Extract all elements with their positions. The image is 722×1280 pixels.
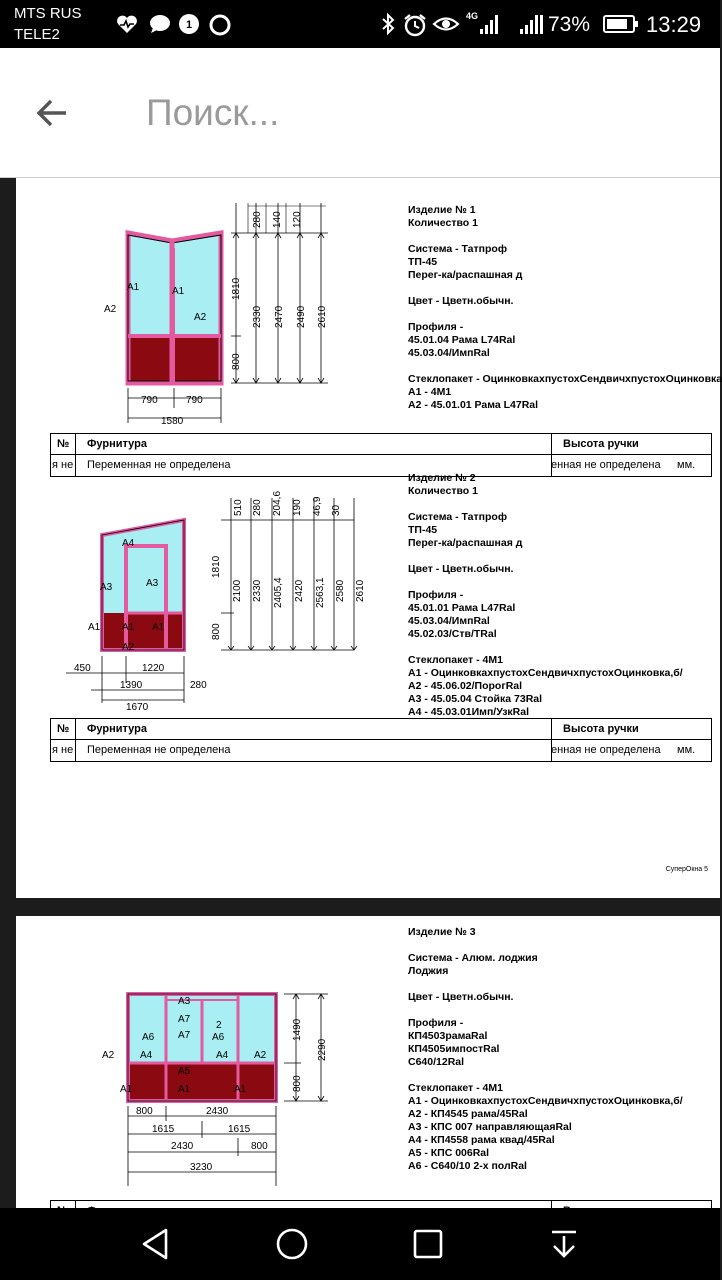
spec-line: [408, 1069, 708, 1082]
label-2: 2: [216, 1020, 222, 1031]
dim-top-1: 280: [252, 211, 263, 228]
col-height: Высота ручки: [563, 438, 639, 450]
spec-line: А1 - ОцинковкахпустохСендвичхпустохОцинковка,б/: [408, 1095, 683, 1107]
col-name: Фурнитура: [87, 723, 147, 735]
dim-right-5: 2490: [296, 305, 307, 328]
row-unit: мм.: [677, 744, 696, 756]
spec-line: [408, 360, 708, 373]
back-arrow-icon[interactable]: [34, 95, 70, 131]
spec-line: Система - Татпроф: [408, 243, 508, 255]
dim-bottom-3: 1580: [161, 416, 184, 427]
eye-comfort-icon: [432, 14, 460, 34]
spec-line: [408, 939, 708, 952]
hardware-table-1: [50, 433, 712, 477]
label-a2-right: A2: [254, 1050, 267, 1061]
label-a3-left: A3: [100, 582, 113, 593]
window-3-frame: [128, 994, 276, 1101]
label-a7-top: A7: [178, 1014, 191, 1025]
dim-right-2: 800: [211, 623, 222, 640]
row-name: Переменная не определена: [87, 744, 231, 756]
spec-line: Цвет - Цветн.обычн.: [408, 991, 514, 1003]
dim-right-1: 1490: [292, 1018, 303, 1041]
dim-right-1: 1810: [211, 555, 222, 578]
spec-line: Количество 1: [408, 217, 478, 229]
window-drawing-3: [16, 916, 396, 1216]
window-drawing-2: [16, 478, 396, 718]
dim-right-5: 2405,4: [273, 577, 284, 608]
spec-line: Перег-ка/распашная д: [408, 537, 523, 549]
spec-line: А1 - 4М1: [408, 386, 452, 398]
label-a7-mid: A7: [178, 1030, 191, 1041]
network-type: 4G: [466, 11, 479, 21]
dim-bottom-1: 450: [74, 663, 91, 674]
spec-line: 45.03.04/ИмпRal: [408, 347, 490, 359]
dim-right-4: 2330: [252, 579, 263, 602]
spec-line: Изделие № 1: [408, 204, 476, 216]
spec-line: КП4503рамаRal: [408, 1030, 488, 1042]
dim-right-8: 2580: [335, 579, 346, 602]
label-a1-right: A1: [172, 286, 185, 297]
dim-top-5: 46,9: [312, 496, 323, 516]
chat-icon: [148, 14, 172, 34]
spec-line: Цвет - Цветн.обычн.: [408, 295, 514, 307]
label-a2-left: A2: [102, 1050, 115, 1061]
document-page: [16, 178, 720, 898]
back-nav-icon[interactable]: [138, 1226, 174, 1262]
dim-right-3: 2100: [232, 579, 243, 602]
spec-line: Изделие № 3: [408, 926, 476, 938]
spec-line: А4 - 45.03.01Имп/УзкRal: [408, 706, 530, 718]
dim-bottom-1: 800: [136, 1106, 153, 1117]
document-page: [16, 916, 720, 1216]
label-a4-left: A4: [140, 1050, 153, 1061]
dim-top-4: 190: [292, 499, 303, 516]
dim-bottom-5: 1670: [126, 702, 149, 713]
label-a1-left: A1: [88, 622, 101, 633]
spec-line: [408, 282, 708, 295]
spec-line: 45.01.04 Рама L74Ral: [408, 334, 516, 346]
label-a1-left: A1: [127, 282, 140, 293]
spec-line: 45.03.04/ИмпRal: [408, 615, 490, 627]
recents-nav-icon[interactable]: [410, 1226, 446, 1262]
label-a3: A3: [178, 996, 191, 1007]
dim-bottom-2: 1220: [142, 663, 165, 674]
signal-icon-2: [518, 13, 544, 35]
spec-line: Профиля -: [408, 589, 464, 601]
spec-item-2: [408, 472, 708, 719]
dim-top-1: 510: [233, 499, 244, 516]
spec-line: 45.02.03/Ств/TRal: [408, 628, 497, 640]
label-a4-right: A4: [216, 1050, 229, 1061]
dim-right-1: 1810: [231, 277, 242, 300]
spec-line: КП4505импостRal: [408, 1043, 500, 1055]
dim-top-2: 280: [252, 499, 263, 516]
dim-bottom-5: 2430: [171, 1141, 194, 1152]
spec-item-3: [408, 926, 708, 1173]
dim-bottom-2: 2430: [206, 1106, 229, 1117]
document-viewer[interactable]: [0, 178, 720, 1208]
dim-bottom-7: 3230: [190, 1162, 213, 1173]
dim-right-2: 800: [231, 353, 242, 370]
dim-right-9: 2610: [355, 579, 366, 602]
svg-text:1: 1: [185, 19, 193, 31]
spec-line: Система - Алюм. лоджия: [408, 952, 538, 964]
battery-percent: 73%: [548, 13, 591, 36]
spec-line: Система - Татпроф: [408, 511, 508, 523]
spec-line: А5 - КПС 006Ral: [408, 1147, 490, 1159]
label-a4: A4: [122, 538, 135, 549]
label-a2-left: A2: [104, 304, 117, 315]
spec-line: Стеклопакет - ОцинковкахпустохСендвичхпустохОцинковка: [408, 373, 722, 385]
label-a6-left: A6: [142, 1032, 155, 1043]
spec-line: А2 - 45.06.02/ПорогRal: [408, 680, 523, 692]
label-a1-mid: A1: [122, 622, 135, 633]
notification-count-icon: [178, 13, 200, 35]
alarm-icon: [402, 12, 428, 38]
spec-line: Профиля -: [408, 321, 464, 333]
dim-bottom-3: 1615: [152, 1124, 175, 1135]
notification-pull-icon[interactable]: [546, 1226, 582, 1262]
spec-line: [408, 308, 708, 321]
row-name: Переменная не определена: [87, 459, 231, 471]
spec-line: ТП-45: [408, 256, 438, 268]
page-footer: СуперОкна 5: [665, 866, 708, 873]
spec-line: Количество 1: [408, 485, 478, 497]
col-name: Фурнитура: [87, 438, 147, 450]
dim-right-6: 2610: [317, 305, 328, 328]
label-a1-right: A1: [152, 622, 165, 633]
spec-line: [408, 641, 708, 654]
spec-line: ТП-45: [408, 524, 438, 536]
spec-line: Стеклопакет - 4М1: [408, 1082, 503, 1094]
window-drawing-1: [16, 178, 396, 428]
bluetooth-icon: [380, 12, 396, 36]
label-a1-right: A1: [234, 1084, 247, 1095]
spec-line: А2 - КП4545 рама/45Ral: [408, 1108, 528, 1120]
label-a1-left: A1: [120, 1084, 133, 1095]
spec-line: А4 - КП4558 рама квад/45Ral: [408, 1134, 555, 1146]
dim-bottom-3: 1390: [120, 680, 143, 691]
search-bar: [0, 48, 720, 178]
spec-line: А2 - 45.01.01 Рама L47Ral: [408, 399, 539, 411]
status-bar: [0, 0, 720, 48]
spec-line: А3 - 45.05.04 Стойка 73Ral: [408, 693, 543, 705]
dim-right-3: 2290: [317, 1038, 328, 1061]
spec-line: [408, 498, 708, 511]
battery-icon: [603, 14, 639, 34]
spec-line: Перег-ка/распашная д: [408, 269, 523, 281]
dim-right-6: 2420: [294, 579, 305, 602]
spec-line: А3 - КПС 007 направляющаяRal: [408, 1121, 572, 1133]
dim-right-2: 800: [292, 1075, 303, 1092]
dim-bottom-6: 800: [251, 1141, 268, 1152]
dim-right-3: 2330: [252, 305, 263, 328]
signal-icon-1: [478, 13, 502, 35]
label-a6-right: A6: [212, 1032, 225, 1043]
label-a3-right: A3: [146, 578, 159, 589]
dim-right-7: 2563,1: [315, 577, 326, 608]
spec-line: [408, 230, 708, 243]
search-input[interactable]: Поиск...: [146, 92, 280, 133]
dim-top-3: 120: [292, 211, 303, 228]
health-icon: [115, 13, 139, 35]
spec-line: Стеклопакет - 4М1: [408, 654, 503, 666]
carrier-2: TELE2: [14, 26, 60, 43]
dim-bottom-2: 790: [186, 395, 203, 406]
window-1-frame: [128, 233, 221, 383]
carrier-1: MTS RUS: [14, 5, 82, 22]
home-nav-icon[interactable]: [274, 1226, 310, 1262]
spec-line: Изделие № 2: [408, 472, 476, 484]
label-a5: A5: [178, 1066, 191, 1077]
window-2-frame: [102, 520, 184, 650]
row-height: енная не определена: [551, 744, 661, 756]
loading-ring-icon: [208, 13, 232, 37]
label-a1-mid: A1: [178, 1084, 191, 1095]
spec-line: А1 - ОцинковкахпустохСендвичхпустохОцинковка,б/: [408, 667, 683, 679]
col-no: №: [57, 438, 70, 450]
spec-item-1: [408, 204, 722, 412]
row-height: енная не определена: [551, 459, 661, 471]
row-no: я не: [52, 744, 74, 756]
dim-top-2: 140: [272, 211, 283, 228]
spec-line: С640/12Ral: [408, 1056, 465, 1068]
label-a2-right: A2: [194, 312, 207, 323]
dim-bottom-4: 280: [190, 680, 207, 691]
spec-line: А6 - С640/10 2-х полRal: [408, 1160, 527, 1172]
dim-bottom-4: 1615: [228, 1124, 251, 1135]
row-no: я не: [52, 459, 74, 471]
dim-right-4: 2470: [274, 305, 285, 328]
spec-line: [408, 1004, 708, 1017]
dim-top-3: 204,6: [272, 490, 283, 516]
spec-line: [408, 576, 708, 589]
col-no: №: [57, 723, 70, 735]
hardware-table-2: [50, 718, 712, 762]
dim-bottom-1: 790: [141, 395, 158, 406]
spec-line: Профиля -: [408, 1017, 464, 1029]
spec-line: Лоджия: [408, 965, 449, 977]
spec-line: Цвет - Цветн.обычн.: [408, 563, 514, 575]
dim-top-6: 30: [331, 504, 342, 516]
spec-line: [408, 550, 708, 563]
spec-line: 45.01.01 Рама L47Ral: [408, 602, 516, 614]
clock: 13:29: [646, 12, 702, 37]
spec-line: [408, 978, 708, 991]
row-unit: мм.: [677, 459, 696, 471]
col-height: Высота ручки: [563, 723, 639, 735]
label-a2: A2: [122, 642, 135, 653]
navigation-bar: [0, 1208, 720, 1280]
